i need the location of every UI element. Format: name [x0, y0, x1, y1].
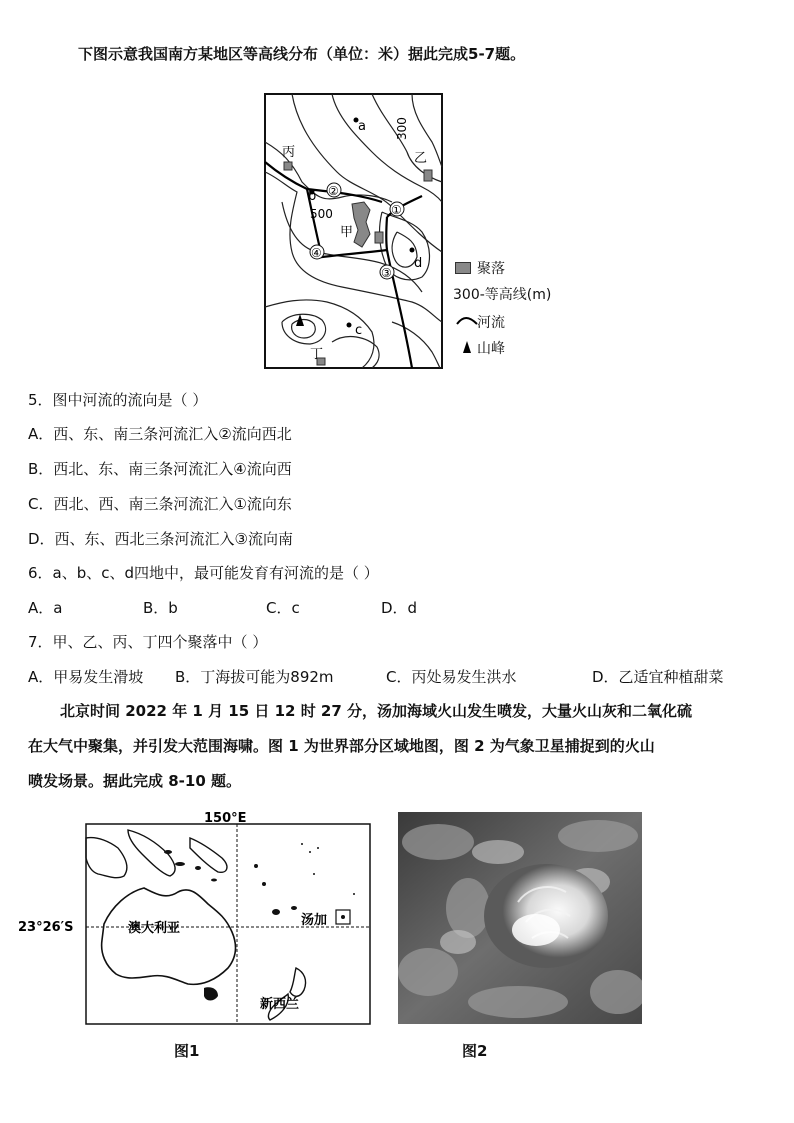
fig1-caption: 图1 [174, 1042, 200, 1060]
fig1-australia: 澳大利亚 [128, 921, 181, 936]
intro-text-1: 下图示意我国南方某地区等高线分布（单位：米）据此完成5-7题。 [78, 45, 526, 63]
fig1-lat: 23°26′S [18, 920, 74, 935]
label-500: 500 [310, 207, 333, 221]
q7-stem: 7．甲、乙、丙、丁四个聚落中（ ） [28, 633, 268, 651]
q7-option-c: C．丙处易发生洪水 [386, 668, 517, 686]
q5-option-a: A．西、东、南三条河流汇入②流向西北 [28, 425, 292, 443]
fig1-lon: 150°E [204, 811, 247, 826]
label-n3: ③ [381, 266, 392, 280]
q7-option-b: B．丁海拔可能为892m [175, 668, 334, 686]
tonga-marker [341, 915, 345, 919]
fig1-nz: 新西兰 [260, 997, 300, 1012]
intro-text-2-line2: 在大气中聚集，并引发大范围海啸。图 1 为世界部分区域地图，图 2 为气象卫星捕捉到的火山 [28, 737, 655, 755]
label-300: 300 [395, 117, 409, 140]
q5-stem: 5．图中河流的流向是（ ） [28, 391, 208, 409]
q5-option-b: B．西北、东、南三条河流汇入④流向西 [28, 460, 292, 478]
figure-1-map [18, 808, 378, 1028]
settlement-bing [284, 162, 292, 170]
q7-option-a: A．甲易发生滑坡 [28, 668, 144, 686]
q6-option-b: B．b [143, 599, 178, 617]
q6-option-d: D．d [381, 599, 418, 617]
label-n2: ② [328, 184, 339, 198]
label-a: a [358, 119, 366, 134]
legend-settlement-icon [455, 262, 471, 274]
label-n1: ① [391, 203, 402, 217]
q6-option-a: A．a [28, 599, 63, 617]
legend-river-icon [455, 314, 479, 328]
legend-peak: 山峰 [477, 341, 505, 357]
legend-settlement: 聚落 [477, 261, 505, 277]
legend-peak-icon [461, 340, 473, 354]
fig1-tonga: 汤加 [301, 913, 328, 928]
label-jia: 甲 [340, 225, 354, 240]
label-ding: 丁 [310, 347, 324, 362]
label-d: d [414, 256, 423, 271]
q6-stem: 6．a、b、c、d四地中，最可能发育有河流的是（ ） [28, 564, 379, 582]
q5-option-d: D．西、东、西北三条河流汇入③流向南 [28, 530, 293, 548]
label-b: b [308, 189, 317, 204]
settlement-yi [424, 170, 432, 181]
label-bing: 丙 [282, 145, 296, 160]
q7-option-d: D．乙适宜种植甜菜 [592, 668, 724, 686]
map-legend [455, 258, 555, 358]
legend-contour: 300-等高线(m) [453, 287, 552, 303]
settlement-jia-2 [375, 232, 383, 243]
contour-map [262, 92, 446, 372]
figure-2-satellite-image [398, 812, 642, 1024]
q6-option-c: C．c [266, 599, 300, 617]
label-c: c [355, 323, 363, 338]
intro-text-2-line3: 喷发场景。据此完成 8-10 题。 [28, 772, 241, 790]
q5-option-c: C．西北、西、南三条河流汇入①流向东 [28, 495, 292, 513]
intro-text-2-line1: 北京时间 2022 年 1 月 15 日 12 时 27 分，汤加海域火山发生喷发，大量火山灰和二氧化硫 [60, 702, 693, 720]
legend-river: 河流 [477, 315, 505, 331]
label-yi: 乙 [414, 151, 428, 166]
fig2-caption: 图2 [462, 1042, 488, 1060]
label-n4: ④ [311, 246, 322, 260]
